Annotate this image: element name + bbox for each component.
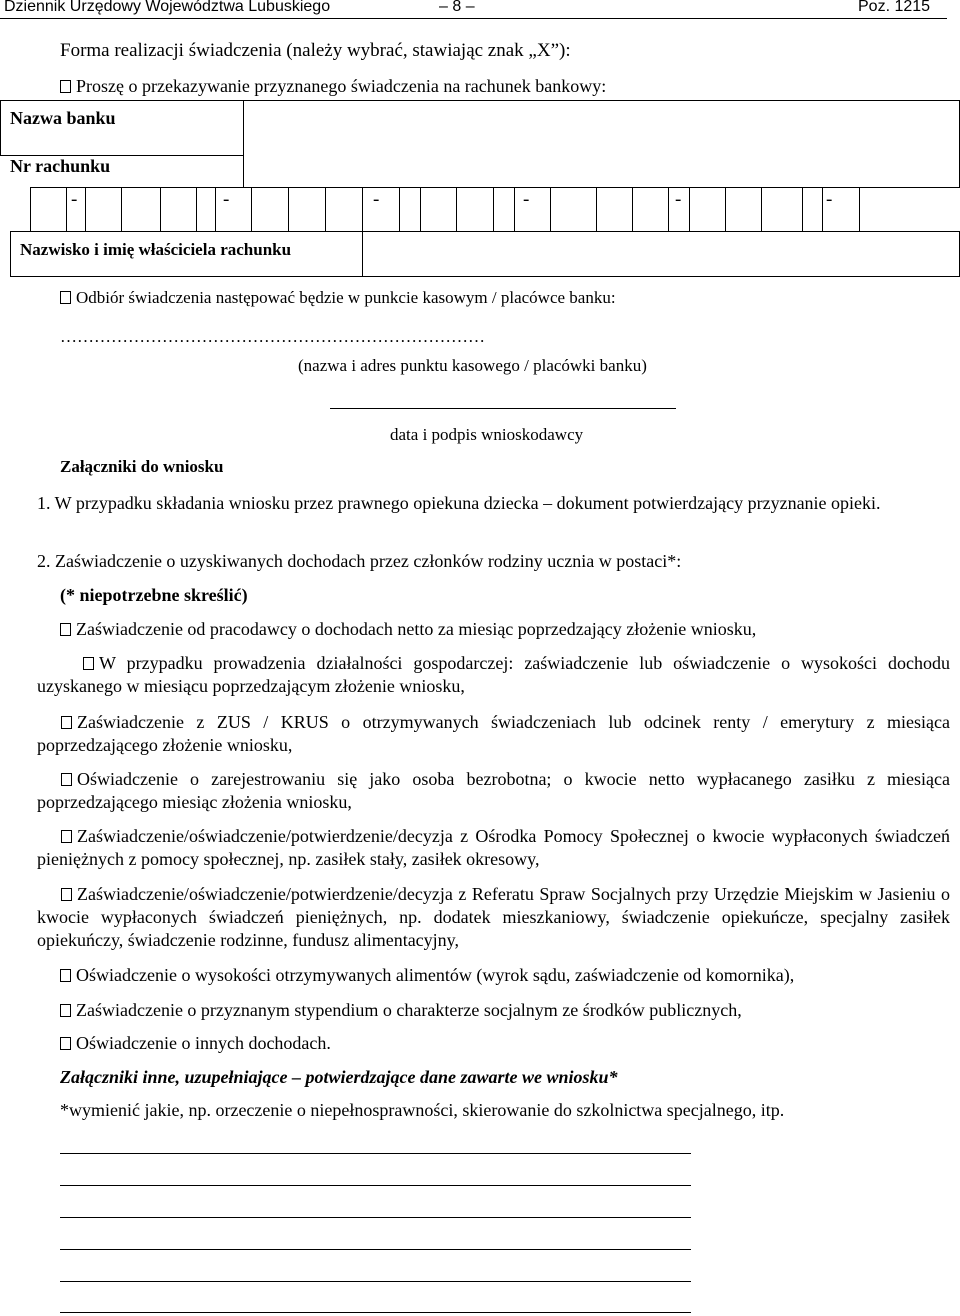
attachment-option[interactable] [37, 825, 950, 871]
signature-caption: data i podpis wnioskodawcy [390, 425, 584, 444]
option-label: Zaświadczenie/oświadczenie/potwierdzenie/decyzja z Referatu Spraw Socjalnych przy Urzędzie Miejskim w Jasieniu o kwocie wypłaconych świadczeń pieniężnych, np. dodatek mieszkaniowy, świadczenie opiekuńcze, specjalny zasiłek opiekuńczy, świadczenie rodzinne, fundusz alimentacyjny, [37, 884, 950, 950]
option-label: Zaświadczenie/oświadczenie/potwierdzenie/decyzja z Ośrodka Pomocy Społecznej o kwocie wypłaconych świadczeń pieniężnych z pomocy społecznej, np. zasiłek stały, zasiłek okresowy, [37, 826, 950, 869]
option-label: Zaświadczenie od pracodawcy o dochodach netto za miesiąc poprzedzający złożenie wniosku, [76, 619, 757, 639]
account-number-label: Nr rachunku [10, 156, 111, 176]
option-checkbox[interactable] [60, 1037, 71, 1050]
bank-name-label: Nazwa banku [10, 108, 116, 128]
other-attachments-heading: Załączniki inne, uzupełniające – potwierdzające dane zawarte we wniosku* [60, 1067, 618, 1087]
cash-option[interactable] [60, 288, 616, 308]
option-checkbox[interactable] [83, 657, 94, 670]
attachment-option[interactable] [37, 768, 950, 814]
account-number-field[interactable] [30, 187, 860, 232]
write-in-line[interactable] [60, 1312, 691, 1313]
option-label: Oświadczenie o zarejestrowaniu się jako osoba bezrobotna; o kwocie netto wypłacanego zasiłku z miesiąca poprzedzającego miesiąc złożenia wniosku, [37, 769, 950, 812]
position-number: Poz. 1215 [858, 0, 931, 15]
option-checkbox[interactable] [60, 1004, 71, 1017]
account-separator: - [826, 189, 833, 210]
attachment-option[interactable] [60, 619, 756, 640]
owner-name-label: Nazwisko i imię właściciela rachunku [20, 240, 292, 259]
account-separator: - [523, 189, 530, 210]
account-separator: - [223, 189, 230, 210]
option-checkbox[interactable] [61, 716, 72, 729]
option-checkbox[interactable] [60, 623, 71, 636]
form-title: Forma realizacji świadczenia (należy wybrać, stawiając znak „X”): [60, 40, 571, 61]
write-in-line[interactable] [60, 1185, 691, 1186]
cash-option-label: Odbiór świadczenia następować będzie w punkcie kasowym / placówce banku: [76, 288, 616, 307]
option-label: W przypadku prowadzenia działalności gospodarczej: zaświadczenie lub oświadczenie o wysokości dochodu uzyskanego w miesiącu poprzedzającym złożenie wniosku, [37, 653, 950, 696]
bank-name-field[interactable] [243, 100, 960, 188]
transfer-option[interactable] [60, 76, 606, 97]
page-number: – 8 – [439, 0, 475, 15]
transfer-option-label: Proszę o przekazywanie przyznanego świadczenia na rachunek bankowy: [76, 76, 607, 96]
option-checkbox[interactable] [61, 773, 72, 786]
attachment-option[interactable] [60, 965, 794, 986]
option-label: Zaświadczenie o przyznanym stypendium o charakterze socjalnym ze środków publicznych, [76, 1000, 742, 1020]
option-checkbox[interactable] [61, 830, 72, 843]
header-rule [0, 18, 947, 19]
write-in-line[interactable] [60, 1153, 691, 1154]
transfer-checkbox[interactable] [60, 80, 71, 93]
account-separator: - [675, 189, 682, 210]
option-label: Oświadczenie o innych dochodach. [76, 1033, 331, 1053]
cash-place-dots[interactable]: ………………………………………………………………… [60, 327, 485, 346]
attachment-option[interactable] [37, 711, 950, 757]
account-separator: - [373, 189, 380, 210]
strike-note: (* niepotrzebne skreślić) [60, 585, 248, 605]
attachment-option[interactable] [37, 883, 950, 952]
attachments-heading: Załączniki do wniosku [60, 457, 224, 476]
signature-line[interactable] [330, 408, 676, 409]
write-in-line[interactable] [60, 1249, 691, 1250]
attachment-option[interactable] [60, 1033, 331, 1054]
option-checkbox[interactable] [60, 969, 71, 982]
option-checkbox[interactable] [61, 888, 72, 901]
write-in-line[interactable] [60, 1217, 691, 1218]
attachment-option[interactable] [60, 1000, 742, 1021]
owner-name-field[interactable] [362, 231, 960, 277]
cash-place-caption: (nazwa i adres punktu kasowego / placówki banku) [298, 356, 647, 375]
journal-title: Dziennik Urzędowy Województwa Lubuskiego [4, 0, 331, 15]
other-attachments-note: *wymienić jakie, np. orzeczenie o niepełnosprawności, skierowanie do szkolnictwa specjalnego, itp. [60, 1100, 785, 1120]
write-in-line[interactable] [60, 1281, 691, 1282]
attachment-item-2: 2. Zaświadczenie o uzyskiwanych dochodach przez członków rodziny ucznia w postaci*: [37, 551, 682, 571]
account-separator: - [71, 189, 78, 210]
attachment-option[interactable] [37, 652, 950, 698]
option-label: Oświadczenie o wysokości otrzymywanych alimentów (wyrok sądu, zaświadczenie od komornika), [76, 965, 795, 985]
cash-checkbox[interactable] [60, 291, 71, 304]
attachment-item-1: 1. W przypadku składania wniosku przez prawnego opiekuna dziecka – dokument potwierdzający przyznanie opieki. [37, 493, 881, 513]
option-label: Zaświadczenie z ZUS / KRUS o otrzymywanych świadczeniach lub odcinek renty / emerytury z miesiąca poprzedzającego złożenie wniosku, [37, 712, 950, 755]
